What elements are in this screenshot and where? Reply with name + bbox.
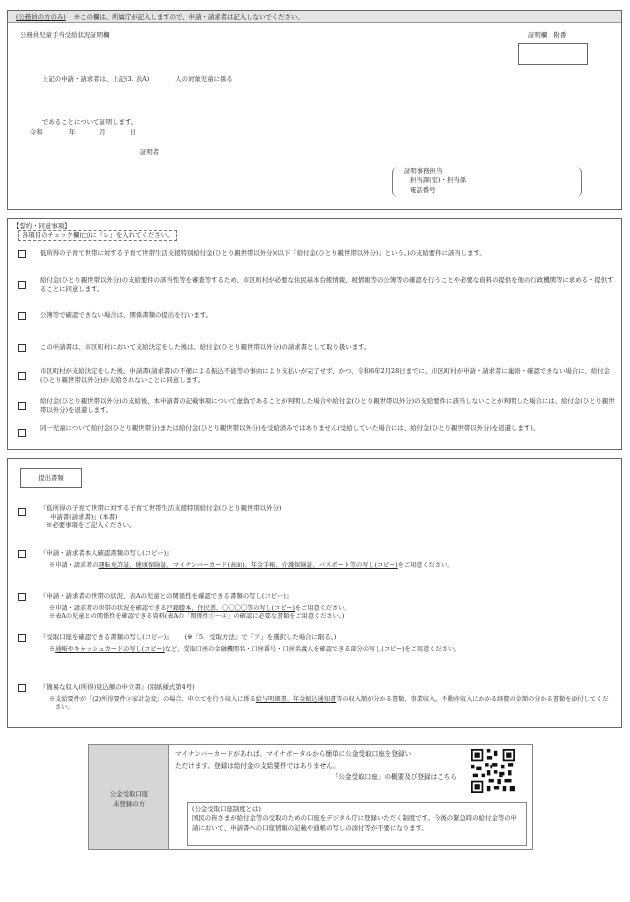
cert-certifier: 証明者: [140, 148, 160, 156]
qr-code-icon[interactable]: [471, 749, 515, 793]
cert-office: [404, 167, 466, 195]
cert-header: [16, 13, 304, 22]
koukin-sub-title: (公金受取口座制度とは): [192, 805, 261, 813]
pledge-item-text: 低所得の子育て世帯に対する子育て世帯生活支援特別給付金(ひとり親世帯以外分)(以下「給付金(ひとり親世帯以外分)」という。)の支給要件に該当します。: [40, 249, 486, 257]
koukin-main: [175, 749, 457, 784]
cert-line2: であることについて証明します。: [42, 118, 138, 126]
pledge-item: [18, 276, 615, 293]
pledge-item: [18, 343, 615, 352]
date-era: 令和: [30, 128, 43, 136]
checkbox[interactable]: [18, 508, 26, 516]
cert-header-label: (公務員の方のみ): [16, 13, 66, 21]
doc-item-identity: [18, 549, 615, 558]
checkbox[interactable]: [18, 372, 26, 380]
cert-number-field[interactable]: [518, 43, 588, 65]
cert-field-label: 証明欄 附番: [528, 31, 567, 39]
checkbox[interactable]: [18, 312, 26, 320]
doc1-note: ※必要事項をご記入ください。: [46, 521, 136, 530]
checkbox[interactable]: [18, 684, 26, 692]
doc1-line1: 『低所得の子育て世帯に対する子育て世帯生活支援特別給付金(ひとり親世帯以外分): [40, 504, 282, 512]
checkbox[interactable]: [18, 250, 26, 258]
pledge-item: [18, 311, 615, 320]
doc5-title: 『簡易な収入(所得)見込額の申立書』(別紙様式第4号): [40, 683, 195, 691]
doc2-title: 『申請・請求者本人確認書類の写し(コピー)』: [40, 549, 173, 557]
doc4-title: 『受取口座を確認できる書類の写し(コピー)』: [40, 633, 173, 641]
checkbox[interactable]: [18, 402, 26, 410]
doc3-note1-b: 戸籍謄本、住民票、〇〇〇〇等の写し(コピー): [166, 605, 295, 612]
pledge-item: [18, 249, 615, 258]
checkbox[interactable]: [18, 344, 26, 352]
koukin-info-box: [187, 802, 527, 846]
pledge-item: [18, 424, 615, 437]
checkbox[interactable]: [18, 634, 26, 642]
doc1-line2: 申請書(請求書)』(本書): [50, 512, 118, 521]
pledge-item-text: 給付金(ひとり親世帯以外分)の支給要件の該当性等を審査等するため、市区町村が必要な住民基本台帳情報、税情報等の公簿等の確認を行うことや必要な資料の提供を他の行政機関等に求める・提供することに同意します。: [40, 276, 614, 293]
doc4-note-b: 通帳やキャッシュカードの写し(コピー): [55, 646, 165, 653]
doc4-note-c: など、受取口座の金融機関名・口座番号・口座名義人を確認できる部分の写し(コピー)をご用意ください。: [164, 646, 461, 653]
koukin-main3: 「公金受取口座」の概要及び登録はこちら: [331, 773, 457, 782]
doc3-note1-c: をご用意ください。: [294, 605, 351, 612]
cert-header-note: ※この欄は、所属庁が記入しますので、申請・請求者は記入しないでください。: [73, 13, 304, 21]
doc3-title: 『申請・請求者の世帯の状況、表Aの児童との関係性を確認できる書類の写し(コピー)』: [40, 592, 293, 600]
pledge-title: 【誓約・同意事項】: [13, 222, 71, 230]
side-line1: 公金受取口座: [109, 790, 149, 798]
pledge-item-text: 給付金(ひとり親世帯以外分)の支給後、本申請書の記載事項について虚偽であることが判明した場合や給付金(ひとり親世帯以外分)の支給要件に該当しないことが判明した場合には、給付金(ひとり親世帯以外分)を返還します。: [40, 397, 615, 414]
doc2-note: [49, 562, 453, 570]
doc-item-application: [18, 504, 615, 530]
documents-section: [7, 458, 622, 728]
cert-date: [30, 128, 136, 137]
checkbox[interactable]: [18, 281, 26, 289]
doc4-note: [49, 646, 460, 654]
date-year: 年: [68, 128, 76, 136]
koukin-sub-body: 国民の皆さまが給付金等の受取のための口座をデジタル庁に登録いただく制度です。今後の緊急時の給付金等の申請において、申請書への口座情報の記載や通帳の写しの添付等が不要になります。: [192, 813, 518, 832]
koukin-side-label: [89, 789, 169, 810]
doc2-note-b: 運転免許証、健康保険証、マイナンバーカード(表面)、年金手帳、介護保険証、パスポート等の写し(コピー): [98, 562, 398, 569]
side-line2: 未登録の方: [113, 800, 145, 809]
doc5-note-b: 給与明細書、年金振込通知書: [255, 696, 337, 703]
certification-section: [7, 10, 622, 210]
office-line2: 担当課(室)・担当係: [410, 176, 467, 185]
doc2-note-a: ※申請・請求者の: [49, 562, 99, 569]
checkbox[interactable]: [18, 429, 26, 437]
office-line3: 電話番号: [410, 185, 436, 194]
pledge-item: [18, 367, 615, 384]
doc-item-account: [18, 633, 615, 642]
koukin-main2: ただけます。登録は給付金の支給要件ではありません。: [175, 761, 340, 770]
doc3-note1-a: ※申請・請求者の世帯の状況を確認できる: [49, 605, 167, 612]
doc5-note-a: ※支給要件が「(2)所得要件②家計急変」の場合、申立てを行う収入に係る: [49, 696, 256, 703]
pledge-section: [7, 218, 622, 450]
office-line1: 証明事務担当: [404, 167, 443, 175]
doc5-note: [49, 696, 614, 713]
koukin-main1: マイナンバーカードがあれば、マイナポータルから簡単に公金受取口座を登録い: [175, 750, 412, 758]
checkbox[interactable]: [18, 550, 26, 558]
pledge-item-text: この申請書は、市区町村において支給決定をした後は、給付金(ひとり親世帯以外分)の請求書として取り扱います。: [40, 343, 371, 351]
doc2-note-c: をご用意ください。: [397, 562, 454, 569]
cert-title: 公務員児童手当受給状況証明欄: [20, 31, 110, 39]
pledge-item-text: 同一児童について給付金(ひとり親世帯分)または給付金(ひとり親世帯以外分)を受給済みではありません(受給していた場合には、給付金(ひとり親世帯以外分)を返還します)。: [40, 424, 540, 432]
pledge-instruction: 各項目のチェック欄(□)に『レ』を入れてください。: [18, 230, 177, 241]
doc-item-income: [18, 683, 615, 692]
doc-item-household: [18, 592, 615, 601]
date-month: 月: [99, 128, 106, 136]
cert-line1-a: 上記の申請・請求者は、上記(3. 表A): [42, 75, 150, 83]
checkbox[interactable]: [18, 593, 26, 601]
date-day: 日: [129, 128, 137, 136]
doc4-note-a: ※: [49, 646, 56, 653]
doc3-note2: ※表Aの児童との関係性を確認できる資料(表Aの「関係性①〜④」の確認に必要な書類をご用意ください。): [49, 613, 345, 621]
cert-line1-b: 人の対象児童に係る: [175, 75, 233, 83]
cert-line1: [42, 75, 233, 84]
pledge-item: [18, 397, 615, 414]
koukin-section: [88, 744, 533, 850]
pledge-item-text: 市区町村が支給決定をした後、申請書(請求書)の不備による振込不能等の事由により支払いが完了せず、かつ、令和6年2月28日までに、市区町村が申請・請求者に連絡・確認できない場合に、給付金(ひとり親世帯以外分)が支給されないことに同意します。: [40, 367, 611, 384]
pledge-item-text: 公簿等で確認できない場合は、関係書類の提出を行います。: [40, 311, 213, 319]
doc3-notes: [49, 605, 351, 622]
doc4-condition: (※「5．受取方法」で「ア」を選択した場合に限る。): [184, 633, 337, 641]
doc5-note-c: 等の収入額が分かる書類、事業収入、不動産収入にかかる経費の金額の分かる書類を添付してください。: [55, 696, 609, 712]
documents-title: 提出書類: [20, 468, 82, 488]
